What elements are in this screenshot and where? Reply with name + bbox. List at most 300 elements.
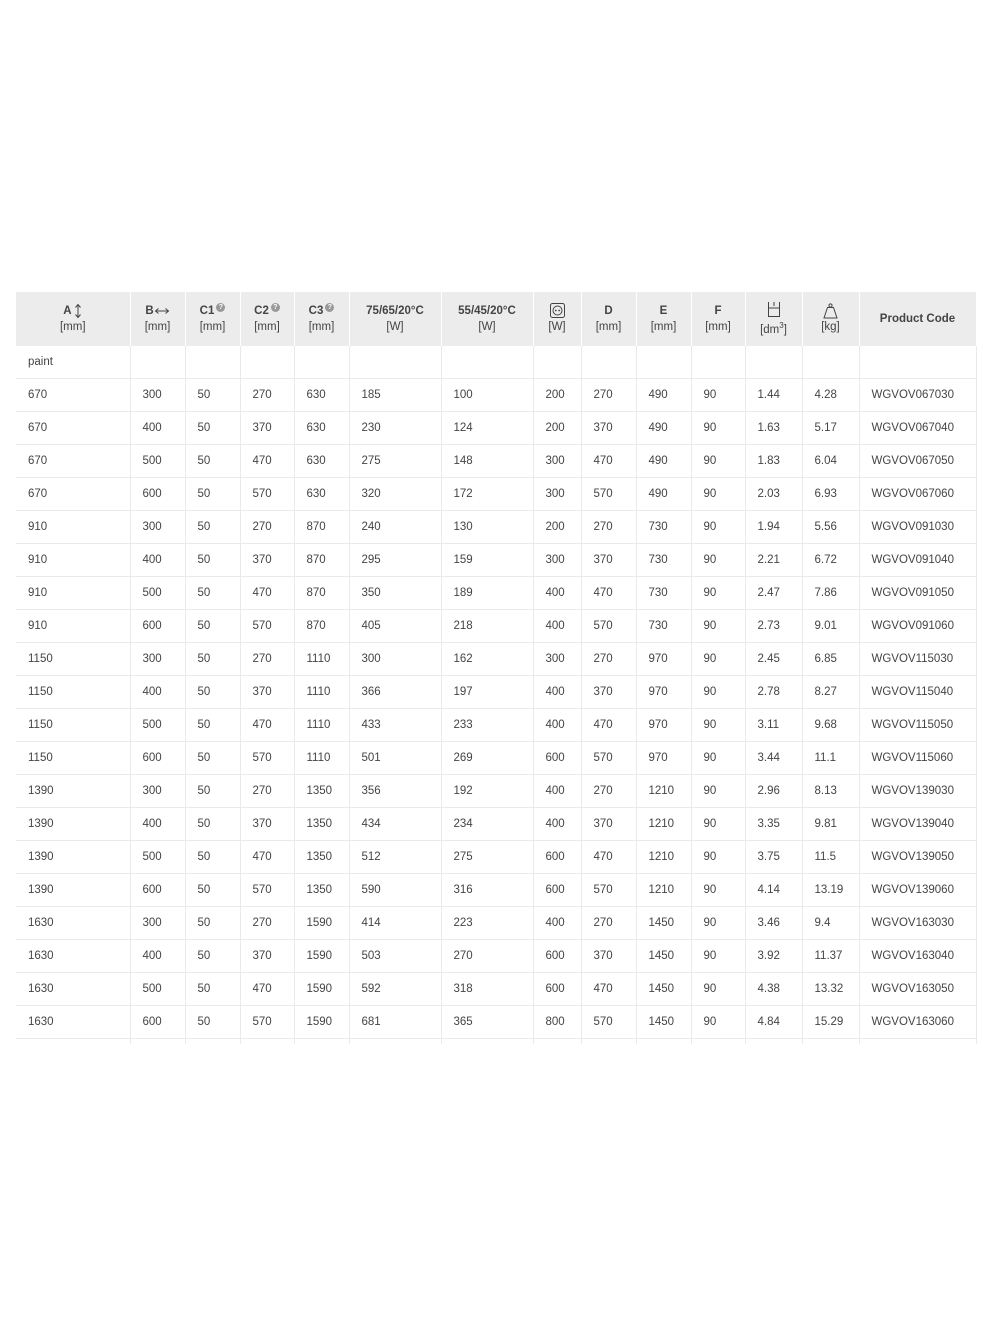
- cell-a: 910: [16, 610, 130, 643]
- empty-cell: [859, 346, 976, 379]
- empty-cell: [533, 346, 581, 379]
- cell-electric: 800: [533, 1006, 581, 1039]
- empty-cell: [636, 1039, 691, 1045]
- cell-c3: 1590: [294, 973, 349, 1006]
- header-c3-unit: [mm]: [308, 321, 335, 333]
- header-weight: [802, 292, 859, 346]
- cell-f: 90: [691, 544, 745, 577]
- cell-product-code: WGVOV067060: [859, 478, 976, 511]
- cell-b: 400: [130, 940, 185, 973]
- cell-output-75: 366: [349, 676, 441, 709]
- cell-e: 970: [636, 643, 691, 676]
- cell-c1: 50: [185, 874, 240, 907]
- cell-output-75: 681: [349, 1006, 441, 1039]
- cell-product-code: WGVOV067040: [859, 412, 976, 445]
- cell-a: 670: [16, 379, 130, 412]
- cell-c2: 570: [240, 874, 294, 907]
- table-row: [16, 874, 976, 907]
- cell-e: 1210: [636, 841, 691, 874]
- cell-electric: 400: [533, 577, 581, 610]
- cell-product-code: WGVOV163060: [859, 1006, 976, 1039]
- cell-product-code: WGVOV067030: [859, 379, 976, 412]
- empty-cell: [16, 1039, 130, 1045]
- cell-f: 90: [691, 775, 745, 808]
- empty-cell: [691, 346, 745, 379]
- cell-weight: 9.68: [802, 709, 859, 742]
- empty-cell: [441, 1039, 533, 1045]
- cell-e: 970: [636, 742, 691, 775]
- header-a-label: A: [63, 305, 72, 318]
- cell-output-75: 405: [349, 610, 441, 643]
- cell-product-code: WGVOV115050: [859, 709, 976, 742]
- cell-output-75: 503: [349, 940, 441, 973]
- header-d-unit: [mm]: [595, 321, 622, 333]
- cell-c2: 470: [240, 577, 294, 610]
- cell-f: 90: [691, 907, 745, 940]
- cell-e: 1450: [636, 940, 691, 973]
- empty-cell: [185, 346, 240, 379]
- cell-product-code: WGVOV163050: [859, 973, 976, 1006]
- cell-product-code: WGVOV091050: [859, 577, 976, 610]
- cell-a: 1390: [16, 808, 130, 841]
- cell-electric: 400: [533, 709, 581, 742]
- cell-e: 730: [636, 610, 691, 643]
- cell-c1: 50: [185, 940, 240, 973]
- cell-a: 910: [16, 577, 130, 610]
- cell-output-55: 270: [441, 940, 533, 973]
- cell-weight: 9.4: [802, 907, 859, 940]
- cell-e: 1210: [636, 808, 691, 841]
- cell-d: 570: [581, 478, 636, 511]
- header-volume-unit: [748, 318, 800, 338]
- cell-f: 90: [691, 379, 745, 412]
- header-product-code: [859, 292, 976, 346]
- empty-cell: [240, 1039, 294, 1045]
- cell-e: 730: [636, 577, 691, 610]
- cell-product-code: WGVOV139030: [859, 775, 976, 808]
- header-output-75: [349, 292, 441, 346]
- cell-f: 90: [691, 610, 745, 643]
- cell-product-code: WGVOV163040: [859, 940, 976, 973]
- header-electric-unit: [W]: [548, 321, 566, 333]
- header-e-unit: [mm]: [650, 321, 677, 333]
- empty-cell: [130, 346, 185, 379]
- table-row: [16, 841, 976, 874]
- cell-electric: 400: [533, 907, 581, 940]
- cell-d: 270: [581, 643, 636, 676]
- cell-output-75: 300: [349, 643, 441, 676]
- cell-e: 1450: [636, 1006, 691, 1039]
- cell-c2: 370: [240, 808, 294, 841]
- empty-cell: [185, 1039, 240, 1045]
- cell-f: 90: [691, 973, 745, 1006]
- cell-f: 90: [691, 808, 745, 841]
- cell-d: 270: [581, 511, 636, 544]
- cell-electric: 400: [533, 808, 581, 841]
- cell-volume: 3.75: [745, 841, 802, 874]
- cell-c3: 1590: [294, 907, 349, 940]
- header-c1-label: C1: [199, 305, 215, 317]
- cell-e: 1210: [636, 775, 691, 808]
- cell-c3: 1590: [294, 1006, 349, 1039]
- cell-f: 90: [691, 676, 745, 709]
- cell-e: 490: [636, 445, 691, 478]
- cell-volume: 4.38: [745, 973, 802, 1006]
- cell-c2: 270: [240, 511, 294, 544]
- header-e: [636, 292, 691, 346]
- cell-a: 1150: [16, 709, 130, 742]
- cell-d: 270: [581, 379, 636, 412]
- cell-output-75: 592: [349, 973, 441, 1006]
- cell-c1: 50: [185, 643, 240, 676]
- cell-c2: 370: [240, 676, 294, 709]
- cell-a: 1390: [16, 874, 130, 907]
- cell-volume: 1.83: [745, 445, 802, 478]
- empty-cell: [802, 1039, 859, 1045]
- cell-electric: 300: [533, 643, 581, 676]
- header-output-75-label: 75/65/20°C: [366, 305, 424, 317]
- cell-b: 500: [130, 577, 185, 610]
- cell-b: 300: [130, 379, 185, 412]
- cell-output-55: 172: [441, 478, 533, 511]
- cell-b: 400: [130, 412, 185, 445]
- cell-c1: 50: [185, 742, 240, 775]
- empty-cell: [745, 346, 802, 379]
- cell-a: 1630: [16, 1006, 130, 1039]
- cell-c1: 50: [185, 412, 240, 445]
- cell-c1: 50: [185, 808, 240, 841]
- cell-b: 600: [130, 874, 185, 907]
- cell-c3: 1350: [294, 775, 349, 808]
- table-row: [16, 511, 976, 544]
- cell-volume: 2.45: [745, 643, 802, 676]
- table-row: [16, 775, 976, 808]
- table-row: [16, 643, 976, 676]
- empty-cell: [349, 1039, 441, 1045]
- cell-weight: 5.17: [802, 412, 859, 445]
- cell-b: 400: [130, 808, 185, 841]
- cell-electric: 300: [533, 445, 581, 478]
- horizontal-arrow-icon: [154, 307, 170, 315]
- cell-e: 490: [636, 412, 691, 445]
- header-b-label: B: [145, 305, 154, 317]
- cell-c1: 50: [185, 973, 240, 1006]
- header-output-55-label: 55/45/20°C: [458, 305, 516, 317]
- cell-output-75: 230: [349, 412, 441, 445]
- table-row: [16, 577, 976, 610]
- cell-c1: 50: [185, 841, 240, 874]
- cell-c2: 370: [240, 544, 294, 577]
- header-c3-label: C3: [308, 305, 324, 317]
- cell-d: 370: [581, 676, 636, 709]
- cell-output-55: 148: [441, 445, 533, 478]
- vertical-arrow-icon: [74, 303, 82, 319]
- cell-f: 90: [691, 643, 745, 676]
- header-d-label: D: [604, 305, 613, 317]
- empty-cell: [581, 346, 636, 379]
- header-c1: [185, 292, 240, 346]
- cell-b: 300: [130, 643, 185, 676]
- cell-f: 90: [691, 742, 745, 775]
- cell-b: 600: [130, 1006, 185, 1039]
- cell-output-75: 434: [349, 808, 441, 841]
- cell-c3: 870: [294, 610, 349, 643]
- cell-product-code: WGVOV139050: [859, 841, 976, 874]
- cell-f: 90: [691, 412, 745, 445]
- cell-d: 470: [581, 445, 636, 478]
- cell-d: 570: [581, 610, 636, 643]
- header-a-unit: [mm]: [59, 321, 86, 334]
- cell-b: 500: [130, 445, 185, 478]
- cell-d: 370: [581, 808, 636, 841]
- cell-c3: 870: [294, 544, 349, 577]
- cell-f: 90: [691, 874, 745, 907]
- cell-a: 670: [16, 412, 130, 445]
- cell-output-75: 590: [349, 874, 441, 907]
- cell-c3: 870: [294, 511, 349, 544]
- cell-electric: 600: [533, 841, 581, 874]
- cell-d: 570: [581, 742, 636, 775]
- table-row: [16, 940, 976, 973]
- cell-e: 970: [636, 709, 691, 742]
- cell-c1: 50: [185, 379, 240, 412]
- table-tail-row: [16, 1039, 976, 1045]
- cell-f: 90: [691, 478, 745, 511]
- empty-cell: [240, 346, 294, 379]
- question-icon[interactable]: ?: [271, 303, 280, 312]
- cell-output-55: 316: [441, 874, 533, 907]
- cell-b: 600: [130, 610, 185, 643]
- cell-c2: 470: [240, 445, 294, 478]
- header-volume: [745, 292, 802, 346]
- empty-cell: [349, 346, 441, 379]
- cell-d: 370: [581, 544, 636, 577]
- cell-product-code: WGVOV091030: [859, 511, 976, 544]
- cell-output-55: 124: [441, 412, 533, 445]
- cell-c3: 630: [294, 379, 349, 412]
- question-icon[interactable]: ?: [216, 303, 225, 312]
- cell-electric: 200: [533, 379, 581, 412]
- cell-product-code: WGVOV139040: [859, 808, 976, 841]
- cell-product-code: WGVOV115060: [859, 742, 976, 775]
- cell-c2: 570: [240, 478, 294, 511]
- cell-volume: 3.46: [745, 907, 802, 940]
- cell-c2: 370: [240, 412, 294, 445]
- cell-weight: 6.93: [802, 478, 859, 511]
- header-e-label: E: [659, 305, 668, 317]
- cell-product-code: WGVOV067050: [859, 445, 976, 478]
- table-row: [16, 676, 976, 709]
- cell-electric: 400: [533, 775, 581, 808]
- table-row: [16, 610, 976, 643]
- cell-volume: 2.73: [745, 610, 802, 643]
- cell-c3: 1350: [294, 841, 349, 874]
- cell-c3: 1350: [294, 808, 349, 841]
- header-f: [691, 292, 745, 346]
- product-spec-table-container: [16, 292, 976, 1044]
- cell-output-55: 100: [441, 379, 533, 412]
- table-body: [16, 346, 976, 1044]
- cell-c2: 270: [240, 379, 294, 412]
- cell-weight: 11.37: [802, 940, 859, 973]
- empty-cell: [581, 1039, 636, 1045]
- cell-weight: 6.85: [802, 643, 859, 676]
- group-row-paint: [16, 346, 976, 379]
- cell-a: 910: [16, 544, 130, 577]
- cell-output-75: 275: [349, 445, 441, 478]
- empty-cell: [802, 346, 859, 379]
- table-row: [16, 907, 976, 940]
- cell-output-55: 223: [441, 907, 533, 940]
- cell-c1: 50: [185, 445, 240, 478]
- cell-electric: 300: [533, 478, 581, 511]
- table-row: [16, 1006, 976, 1039]
- cell-electric: 600: [533, 874, 581, 907]
- cell-a: 1390: [16, 775, 130, 808]
- cell-e: 490: [636, 379, 691, 412]
- cell-c1: 50: [185, 511, 240, 544]
- cell-volume: 1.44: [745, 379, 802, 412]
- cell-output-75: 185: [349, 379, 441, 412]
- cell-weight: 6.72: [802, 544, 859, 577]
- cell-weight: 8.27: [802, 676, 859, 709]
- cell-output-55: 269: [441, 742, 533, 775]
- cell-output-55: 218: [441, 610, 533, 643]
- empty-cell: [691, 1039, 745, 1045]
- cell-d: 270: [581, 907, 636, 940]
- cell-a: 1150: [16, 676, 130, 709]
- cell-c2: 270: [240, 643, 294, 676]
- cell-c2: 570: [240, 1006, 294, 1039]
- header-b-unit: [mm]: [144, 321, 171, 333]
- cell-c3: 630: [294, 445, 349, 478]
- header-c2-unit: [mm]: [254, 321, 280, 333]
- cell-electric: 200: [533, 412, 581, 445]
- cell-volume: 3.11: [745, 709, 802, 742]
- cell-c3: 1110: [294, 709, 349, 742]
- cell-b: 500: [130, 841, 185, 874]
- cell-product-code: WGVOV091040: [859, 544, 976, 577]
- cell-output-75: 433: [349, 709, 441, 742]
- cell-f: 90: [691, 709, 745, 742]
- cell-f: 90: [691, 511, 745, 544]
- cell-output-55: 233: [441, 709, 533, 742]
- cell-c3: 1350: [294, 874, 349, 907]
- cell-output-55: 365: [441, 1006, 533, 1039]
- table-row: [16, 445, 976, 478]
- empty-cell: [294, 346, 349, 379]
- cell-output-75: 350: [349, 577, 441, 610]
- empty-cell: [533, 1039, 581, 1045]
- cell-output-55: 234: [441, 808, 533, 841]
- cell-f: 90: [691, 445, 745, 478]
- header-volume-unit-end: ]: [783, 323, 787, 336]
- cell-a: 670: [16, 445, 130, 478]
- cell-e: 1210: [636, 874, 691, 907]
- cell-b: 400: [130, 676, 185, 709]
- cell-output-75: 414: [349, 907, 441, 940]
- cell-b: 500: [130, 709, 185, 742]
- header-volume-unit-main: [dm: [760, 323, 780, 336]
- header-b: [130, 292, 185, 346]
- cell-output-55: 189: [441, 577, 533, 610]
- cell-product-code: WGVOV091060: [859, 610, 976, 643]
- cell-a: 1630: [16, 907, 130, 940]
- cell-a: 1630: [16, 940, 130, 973]
- empty-cell: [636, 346, 691, 379]
- cell-c3: 1110: [294, 643, 349, 676]
- cell-c1: 50: [185, 907, 240, 940]
- header-f-label: F: [714, 305, 722, 317]
- cell-electric: 200: [533, 511, 581, 544]
- cell-a: 1390: [16, 841, 130, 874]
- cell-a: 670: [16, 478, 130, 511]
- empty-cell: [130, 1039, 185, 1045]
- cell-c3: 1110: [294, 742, 349, 775]
- cell-c1: 50: [185, 610, 240, 643]
- cell-c2: 570: [240, 610, 294, 643]
- header-c1-unit: [mm]: [199, 321, 226, 333]
- cell-weight: 11.1: [802, 742, 859, 775]
- cell-e: 730: [636, 511, 691, 544]
- cell-volume: 2.78: [745, 676, 802, 709]
- cell-b: 300: [130, 775, 185, 808]
- table-row: [16, 544, 976, 577]
- weight-icon: [823, 303, 838, 319]
- cell-volume: 2.96: [745, 775, 802, 808]
- header-electric: [533, 292, 581, 346]
- cell-d: 470: [581, 709, 636, 742]
- cell-d: 370: [581, 412, 636, 445]
- question-icon[interactable]: ?: [325, 303, 334, 312]
- empty-cell: [745, 1039, 802, 1045]
- cell-electric: 600: [533, 973, 581, 1006]
- cell-c1: 50: [185, 676, 240, 709]
- cell-c1: 50: [185, 544, 240, 577]
- header-weight-unit: [kg]: [821, 321, 840, 334]
- header-f-unit: [mm]: [705, 321, 731, 333]
- empty-cell: [294, 1039, 349, 1045]
- product-spec-table: [16, 292, 977, 1044]
- cell-volume: 3.35: [745, 808, 802, 841]
- cell-c1: 50: [185, 478, 240, 511]
- cell-c1: 50: [185, 1006, 240, 1039]
- cell-product-code: WGVOV115040: [859, 676, 976, 709]
- cell-output-55: 318: [441, 973, 533, 1006]
- header-volume-unit-sup: 3: [779, 320, 784, 330]
- cell-weight: 13.19: [802, 874, 859, 907]
- cell-output-55: 162: [441, 643, 533, 676]
- cell-volume: 2.03: [745, 478, 802, 511]
- cell-c1: 50: [185, 577, 240, 610]
- cell-e: 490: [636, 478, 691, 511]
- cell-electric: 600: [533, 742, 581, 775]
- cell-volume: 2.47: [745, 577, 802, 610]
- cell-weight: 5.56: [802, 511, 859, 544]
- cell-output-75: 356: [349, 775, 441, 808]
- cell-weight: 8.13: [802, 775, 859, 808]
- cell-output-75: 295: [349, 544, 441, 577]
- cell-c1: 50: [185, 709, 240, 742]
- cell-electric: 400: [533, 676, 581, 709]
- table-row: [16, 709, 976, 742]
- cell-e: 970: [636, 676, 691, 709]
- header-output-55-unit: [W]: [478, 321, 496, 333]
- cell-c1: 50: [185, 775, 240, 808]
- cell-weight: 15.29: [802, 1006, 859, 1039]
- cell-c2: 570: [240, 742, 294, 775]
- cell-d: 470: [581, 577, 636, 610]
